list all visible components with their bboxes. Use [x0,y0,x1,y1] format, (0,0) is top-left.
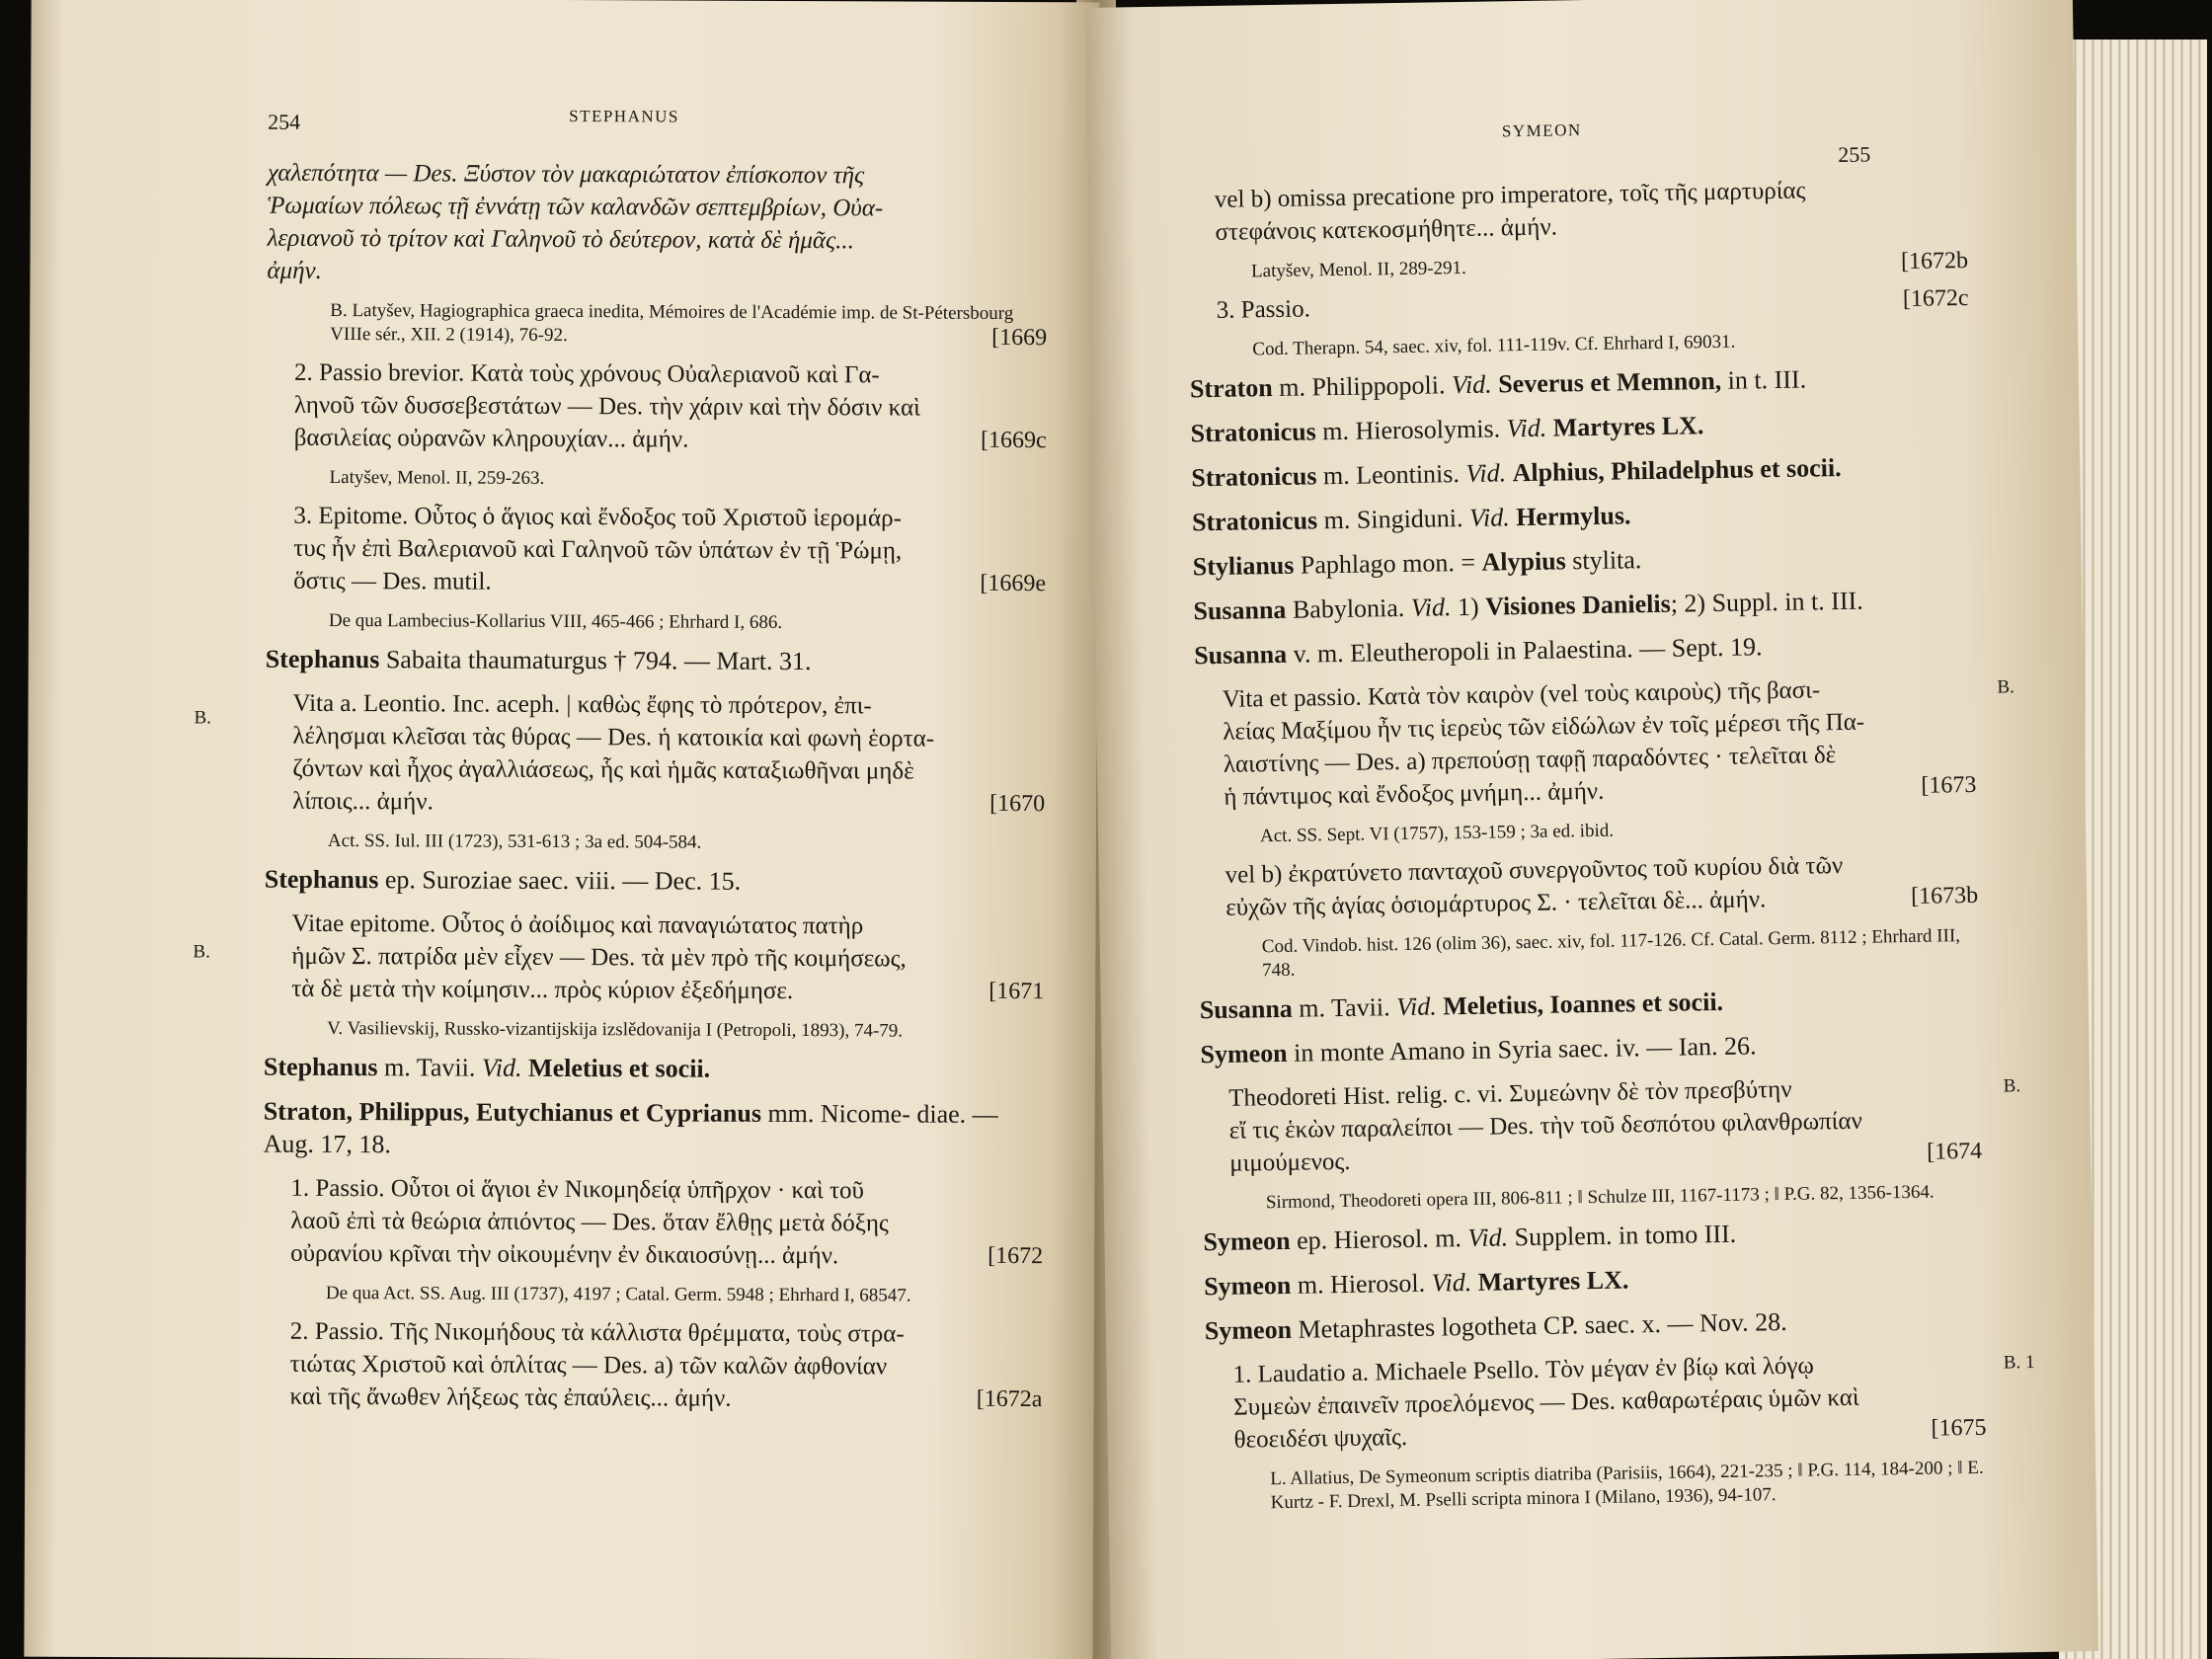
entry-header: Symeon ep. Hierosol. m. Vid. Supplem. in tomo III. [1203,1219,1737,1257]
left-page [24,0,1099,1659]
reference: L. Allatius, De Symeonum scriptis diatriba (Parisiis, 1664), 221-235 ; ‖ P.G. 114, 184-200 ; ‖ E. Kurtz - F. Drexl, M. Pselli scripta minora I (Milano, 1936), 94-107. [1270,1457,1984,1514]
passage: vel b) ἐκρατύνετο πανταχοῦ συνεργοῦντος τοῦ κυρίου διὰ τῶν εὐχῶν τῆς ἁγίας ὁσιομάρτυρος Σ. · τελεῖται δὲ... ἀμήν. [1673b [1224,852,1979,921]
bhg-number: [1669c [981,427,1047,454]
passage: 2. Passio brevior. Κατὰ τοὺς χρόνους Οὐαλεριανοῦ καὶ Γα- ληνοῦ τῶν δυσσεβεστάτων — Des. τὴν χάριν καὶ τὴν δόσιν καὶ βασιλείας οὐρανῶν κληρουχίαν... ἀμήν. [1669c [267,356,1047,457]
reference: Cod. Vindob. hist. 126 (olim 36), saec. xiv, fol. 117-126. Cf. Catal. Germ. 8112 ; Ehrhard III, 748. [1261,925,1961,982]
bhg-number: [1672c [1902,284,1969,312]
reference: Latyšev, Menol. II, 259-263. [329,466,545,489]
passage [267,157,1048,290]
bhg-number: [1669 [991,324,1048,352]
entry-header: Stephanus ep. Suroziae saec. viii. — Dec. 15. [264,864,742,896]
bhg-number: [1675 [1931,1414,1987,1442]
bhg-number: [1673b [1910,882,1979,909]
bhg-number: [1673 [1921,771,1977,799]
passage: Vitae epitome. Οὗτος ὁ ἀοίδιμος καὶ παναγιώτατος πατὴρ ἡμῶν Σ. πατρίδα μὲν εἶχεν — Des. τὰ μὲν πρὸ τῆς κοιμήσεως, τὰ δὲ μετὰ τὴν κοίμησιν... πρὸς κύριον ἐξεδήμησε. [1671 [264,908,1044,1008]
entry-header: Straton m. Philippopoli. Vid. Severus et Memnon, in t. III. [1189,364,1807,404]
entry-header: Stratonicus m. Leontinis. Vid. Alphius, Philadelphus et socii. [1191,452,1842,493]
bhg-number: [1672 [988,1242,1044,1270]
margin-mark: B. [1997,676,2014,698]
passage: 3. Passio. [1672c [1188,282,1968,327]
passage: Vita a. Leontio. Inc. aceph. | καθὼς ἔφης τὸ πρότερον, ἐπι- λέλησμαι κλεῖσαι τὰς θύρας — Des. ἡ κατοικία καὶ φωνὴ ἑορτα- ζόντων καὶ ἦχος ἀγαλλιάσεως, ἧς καὶ ἡμᾶς καταξιωθῆναι μηδὲ λίποις... ἀμήν. [1670 [265,687,1046,821]
entry-header: Symeon Metaphrastes logotheta CP. saec. x. — Nov. 28. [1204,1306,1787,1346]
bhg-number: [1669e [980,570,1047,597]
passage: vel b) omissa precatione pro imperatore, τοῖς τῆς μαρτυρίας στεφάνοις κατεκοσμήθητε... ἀμήν. [1214,177,1806,246]
right-text-block [1187,172,2035,1516]
passage: B. Vita et passio. Κατὰ τὸν καιρὸν (vel τοὺς καιροὺς) τῆς βασι- λείας Μαξίμου ἦν τις ἱερεὺς τῶν εἰδώλων ἐν τοῖς μέρεσι τῆς Πα- λαιστίνης — Des. a) πρεπούσῃ ταφῇ παραδόντες · τελεῖται δὲ ἡ πάντιμος καὶ ἔνδοξος μνήμη... ἀμήν. [1673 [1195,672,1977,814]
bhg-number: [1671 [988,978,1045,1005]
margin-mark: B. [2003,1075,2021,1097]
reference: V. Vasilievskij, Russko-vizantijskija izslědovanija I (Petropoli, 1893), 74-79. [327,1017,904,1042]
reference: Cod. Therapn. 54, saec. xiv, fol. 111-119v. Cf. Ehrhard I, 69031. [1252,331,1736,360]
passage: 1. Passio. Οὗτοι οἱ ἅγιοι ἐν Νικομηδείᾳ ὑπῆρχον · καὶ τοῦ λαοῦ ἐπὶ τὰ θεώρια ἀπιόντος — Des. ὅταν ἔλθῃς μετὰ δόξης οὐρανίου κρῖναι τὴν οἰκουμένην ἐν δικαιοσύνῃ... ἀμήν. [1672 [263,1172,1043,1273]
text-line: Ῥωμαίων πόλεως τῇ ἐννάτῃ τῶν καλανδῶν σεπτεμβρίων, Οὐα- [267,192,884,222]
text-line: ἀμήν. [267,257,322,284]
entry-header: Stratonicus m. Singiduni. Vid. Hermylus. [1191,501,1631,537]
passage: 2. Passio. Τῆς Νικομήδους τὰ κάλλιστα θρέμματα, τοὺς στρα- τιώτας Χριστοῦ καὶ ὁπλίτας — Des. a) τῶν καλῶν ἀφθονίαν καὶ τῆς ἄνωθεν λήξεως τὰς ἐπαύλεις... ἀμήν. [1672a [262,1315,1042,1416]
passage: B. 1 1. Laudatio a. Michaele Psello. Τὸν μέγαν ἐν βίῳ καὶ λόγῳ Συμεὼν ἐπαινεῖν προελόμενος — Des. καθαρωτέραις ὑμῶν καὶ θεοειδέσι ψυχαῖς. [1675 [1205,1347,1986,1457]
passage: B. Theodoreti Hist. relig. c. vi. Συμεώνην δὲ τὸν πρεσβύτην εἴ τις ἑκὼν παραλείποι — Des. τὴν τοῦ δεσπότου φιλανθρωπίαν μιμούμενος. [1674 [1201,1070,1982,1180]
bhg-number: [1672a [976,1385,1043,1413]
entry-header: Stylianus Paphlago mon. = Alypius stylita. [1192,545,1642,582]
passage: 3. Epitome. Οὗτος ὁ ἅγιος καὶ ἔνδοξος τοῦ Χριστοῦ ἱερομάρ- τυς ἦν ἐπὶ Βαλεριανοῦ καὶ Γαληνοῦ τῶν ὑπάτων ἐν τῇ Ῥώμῃ, ὅστις — Des. mutil. [1669e [266,500,1046,600]
running-head: SYMEON [1501,120,1582,141]
left-text-block [262,157,1048,1428]
margin-mark: B. [193,941,210,963]
reference: De qua Lambecius-Kollarius VIII, 465-466 ; Ehrhard I, 686. [328,609,783,633]
entry-header: Susanna v. m. Eleutheropoli in Palaestina. — Sept. 19. [1193,632,1763,671]
reference: De qua Act. SS. Aug. III (1737), 4197 ; Catal. Germ. 5948 ; Ehrhard I, 68547. [325,1282,911,1306]
entry-header: Susanna m. Tavii. Vid. Meletius, Ioannes et socii. [1199,987,1724,1025]
bhg-number: [1670 [989,790,1046,818]
entry-header: Straton, Philippus, Eutychianus et Cyprianus mm. Nicome- diae. — Aug. 17, 18. [263,1096,998,1159]
page-number: 254 [268,109,301,134]
entry-header: Stratonicus m. Hierosolymis. Vid. Martyres LX. [1190,411,1704,448]
entry-header: Stephanus Sabaita thaumaturgus † 794. — Mart. 31. [265,644,812,676]
running-head: STEPHANUS [569,107,679,126]
margin-mark: B. 1 [2003,1352,2035,1374]
reference: Act. SS. Iul. III (1723), 531-613 ; 3a ed. 504-584. [327,830,702,853]
reference: Sirmond, Theodoreti opera III, 806-811 ; ‖ Schulze III, 1167-1173 ; ‖ P.G. 82, 1356-1364. [1265,1181,1935,1214]
entry-header: Symeon in monte Amano in Syria saec. iv. — Ian. 26. [1200,1031,1757,1069]
reference: Latyšev, Menol. II, 289-291. [1672b [1250,247,1969,282]
reference: Act. SS. Sept. VI (1757), 153-159 ; 3a ed. ibid. [1259,820,1615,847]
reference: B. Latyšev, Hagiographica graeca inedita, Mémoires de l'Académie imp. de St-Pétersbourg VIIIe sér., XII. 2 (1914), 76-92. [1669 [330,299,1048,352]
page-number: 255 [1838,141,1871,167]
bhg-number: [1674 [1926,1138,1983,1165]
text-line: λεριανοῦ τὸ τρίτον καὶ Γαληνοῦ τὸ δεύτερον, κατὰ δὲ ἡμᾶς... [267,224,855,255]
entry-header: Symeon m. Hierosol. Vid. Martyres LX. [1203,1265,1629,1302]
text-line: χαλεπότητα — Des. Ξύστον τὸν μακαριώτατον ἐπίσκοπον τῆς [267,159,865,190]
right-page [1085,0,2098,1659]
entry-header: Susanna Babylonia. Vid. 1) Visiones Danielis; 2) Suppl. in t. III. [1193,586,1863,626]
entry-header: Stephanus m. Tavii. Vid. Meletius et socii. [263,1052,711,1083]
bhg-number: [1672b [1900,247,1969,276]
margin-mark: B. [194,707,211,729]
